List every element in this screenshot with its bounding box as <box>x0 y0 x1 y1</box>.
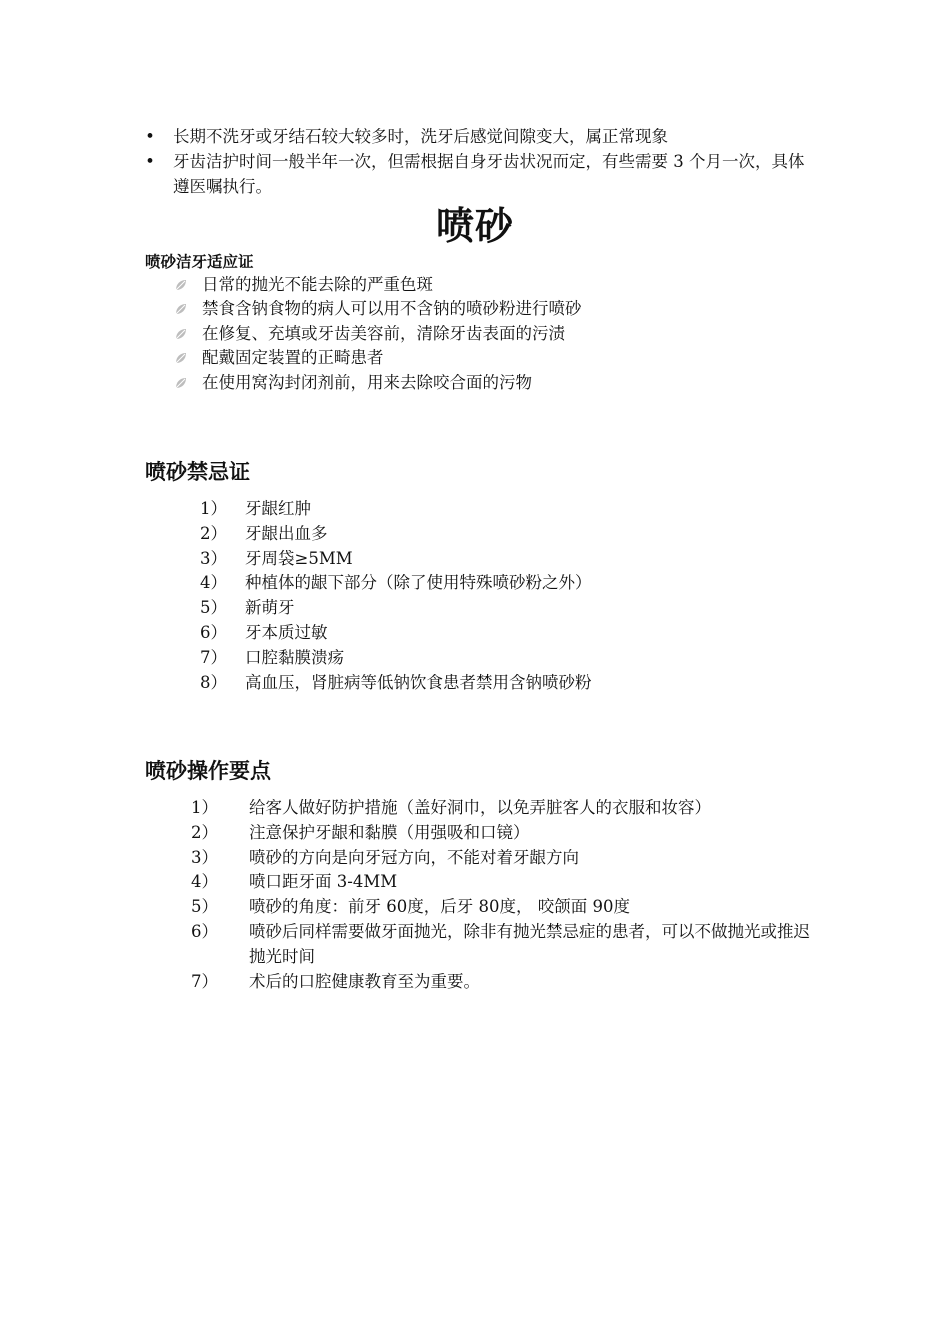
list-item <box>191 970 821 995</box>
list-item-text: 在使用窝沟封闭剂前，用来去除咬合面的污物 <box>202 372 532 392</box>
list-item-text: 在修复、充填或牙齿美容前，清除牙齿表面的污渍 <box>202 323 565 343</box>
list-item <box>200 497 592 522</box>
list-item-text: 禁食含钠食物的病人可以用不含钠的喷砂粉进行喷砂 <box>202 299 582 319</box>
list-item <box>200 596 592 621</box>
list-number: 3） <box>200 548 227 568</box>
contraindications-list <box>200 497 592 695</box>
list-number: 4） <box>191 872 218 892</box>
list-item <box>191 821 821 846</box>
list-item <box>200 522 592 547</box>
list-item <box>143 124 813 149</box>
list-number: 5） <box>200 598 227 618</box>
list-item <box>191 895 821 920</box>
list-number: 2） <box>191 822 218 842</box>
contraindications-heading: 喷砂禁忌证 <box>145 460 250 484</box>
list-item <box>200 571 592 596</box>
list-item <box>172 322 582 346</box>
list-item <box>172 273 582 297</box>
list-item-text: 喷口距牙面 3-4MM <box>249 872 398 892</box>
list-item-text: 长期不洗牙或牙结石较大较多时，洗牙后感觉间隙变大，属正常现象 <box>173 127 668 146</box>
list-item-text: 牙龈出血多 <box>245 523 328 543</box>
list-item-text: 给客人做好防护措施（盖好洞巾，以免弄脏客人的衣服和妆容） <box>249 798 711 817</box>
operation-heading: 喷砂操作要点 <box>145 759 271 783</box>
operation-list <box>191 796 821 994</box>
list-item <box>191 796 821 821</box>
list-number: 7） <box>200 647 227 667</box>
indications-list <box>172 273 582 395</box>
list-item <box>143 149 813 199</box>
list-item-text: 种植体的龈下部分（除了使用特殊喷砂粉之外） <box>245 573 592 593</box>
list-item <box>172 346 582 370</box>
list-number: 6） <box>191 921 218 941</box>
intro-bullet-list <box>143 124 813 199</box>
list-item-text: 术后的口腔健康教育至为重要。 <box>249 971 480 991</box>
list-number: 4） <box>200 573 227 593</box>
list-item-text: 配戴固定装置的正畸患者 <box>202 348 384 368</box>
list-item <box>191 920 821 970</box>
bullet-icon: • <box>145 127 155 146</box>
list-number: 8） <box>200 672 227 692</box>
list-item <box>191 870 821 895</box>
indications-heading: 喷砂洁牙适应证 <box>145 253 254 271</box>
leaf-bullet-icon <box>174 278 188 292</box>
page-title: 喷砂 <box>435 204 514 248</box>
list-item-text: 口腔黏膜溃疡 <box>245 647 344 667</box>
list-number: 1） <box>191 798 218 817</box>
list-item <box>200 646 592 671</box>
list-item <box>172 371 582 395</box>
list-item <box>200 621 592 646</box>
list-item <box>200 671 592 696</box>
list-item-text: 喷砂后同样需要做牙面抛光，除非有抛光禁忌症的患者，可以不做抛光或推迟抛光时间 <box>249 921 810 966</box>
list-item-text: 喷砂的方向是向牙冠方向，不能对着牙龈方向 <box>249 847 579 867</box>
list-number: 1） <box>200 499 227 518</box>
list-item-text: 注意保护牙龈和黏膜（用强吸和口镜） <box>249 822 530 842</box>
list-item-text: 牙周袋≥5MM <box>245 548 353 568</box>
list-item-text: 牙龈红肿 <box>245 499 311 518</box>
list-item-text: 高血压，肾脏病等低钠饮食患者禁用含钠喷砂粉 <box>245 672 592 692</box>
leaf-bullet-icon <box>174 327 188 341</box>
list-item <box>191 846 821 871</box>
list-item-text: 喷砂的角度：前牙 60度，后牙 80度， 咬颌面 90度 <box>249 897 630 917</box>
leaf-bullet-icon <box>174 351 188 365</box>
list-item <box>200 547 592 572</box>
list-number: 6） <box>200 622 227 642</box>
list-number: 3） <box>191 847 218 867</box>
list-item-text: 日常的抛光不能去除的严重色斑 <box>202 275 433 294</box>
list-item-text: 新萌牙 <box>245 598 295 618</box>
leaf-bullet-icon <box>174 376 188 390</box>
list-item-text: 牙齿洁护时间一般半年一次，但需根据自身牙齿状况而定，有些需要 3 个月一次，具体遵医嘱执行。 <box>173 152 805 196</box>
list-number: 7） <box>191 971 218 991</box>
bullet-icon: • <box>145 152 155 171</box>
list-item-text: 牙本质过敏 <box>245 622 328 642</box>
leaf-bullet-icon <box>174 302 188 316</box>
list-number: 5） <box>191 897 218 917</box>
list-number: 2） <box>200 523 227 543</box>
list-item <box>172 297 582 321</box>
